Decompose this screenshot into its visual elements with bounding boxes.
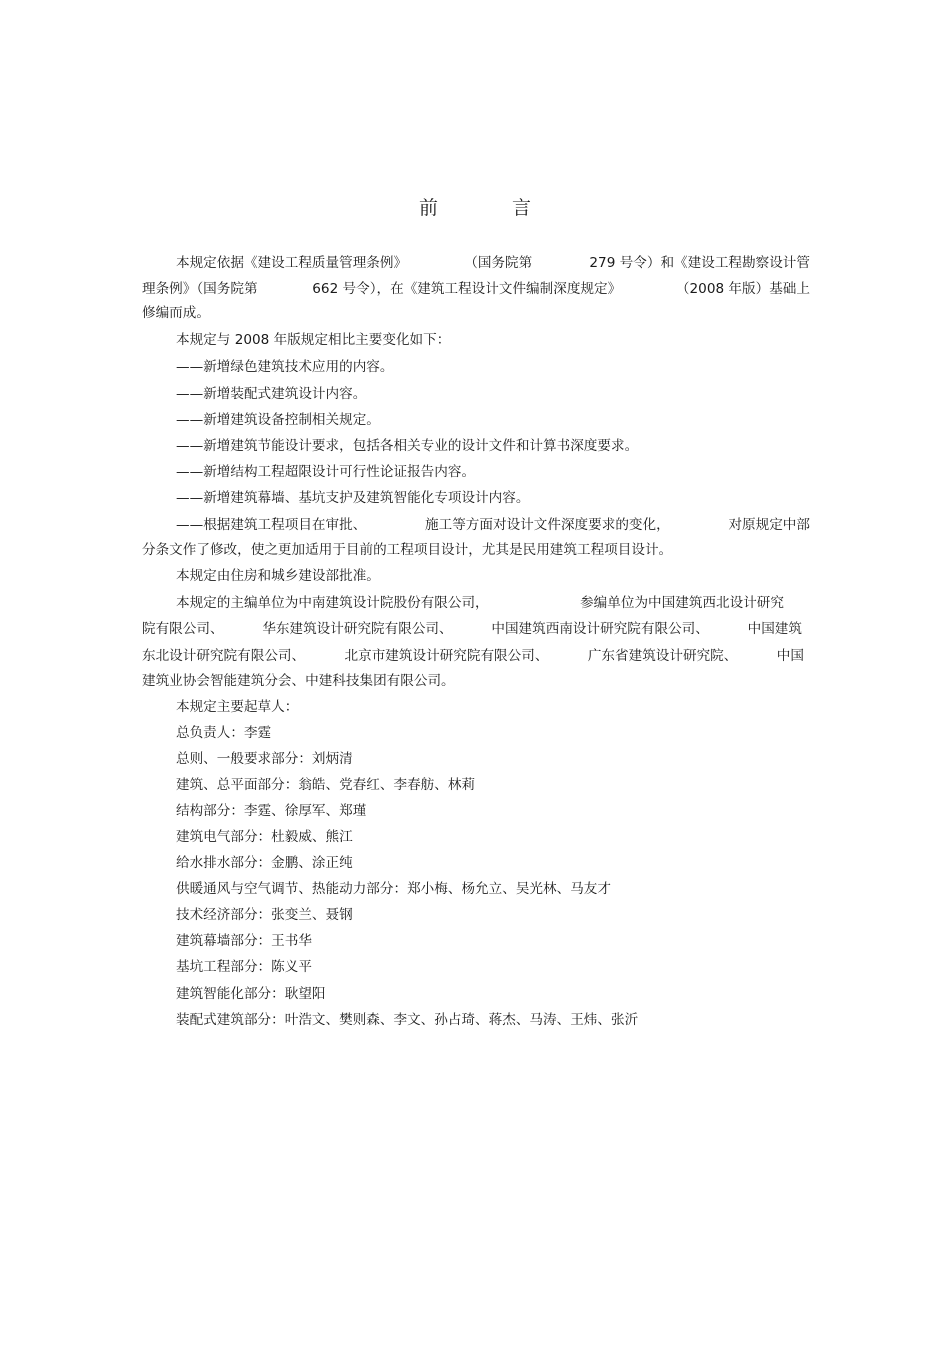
drafters-intro: 本规定主要起草人： <box>176 699 299 715</box>
drafter-entry: 建筑智能化部分：耿望阳 <box>176 986 326 1002</box>
drafter-entry: 建筑电气部分：杜毅威、熊江 <box>176 829 353 845</box>
change-item: ——新增建筑设备控制相关规定。 <box>176 412 380 428</box>
drafter-entry: 供暖通风与空气调节、热能动力部分：郑小梅、杨允立、吴光林、马友才 <box>176 881 611 897</box>
text-segment: 中国 <box>776 648 804 664</box>
text-segment: （国务院第 <box>464 255 533 271</box>
change-item: ——新增建筑幕墙、基坑支护及建筑智能化专项设计内容。 <box>176 490 530 506</box>
approval-statement: 本规定由住房和城乡建设部批准。 <box>176 568 380 584</box>
text-segment: 662 号令），在《建筑工程设计文件编制深度规定》 <box>312 281 622 297</box>
text-segment: 本规定依据《建设工程质量管理条例》 <box>176 255 408 271</box>
paragraph-basis-line-3: 修编而成。 <box>142 305 210 321</box>
text-segment: 院有限公司、 <box>142 621 224 637</box>
drafter-entry: 基坑工程部分：陈义平 <box>176 959 312 975</box>
text-segment: 北京市建筑设计研究院有限公司、 <box>344 648 549 664</box>
changes-intro: 本规定与 2008 年版规定相比主要变化如下： <box>176 332 451 348</box>
text-segment: 中国建筑 <box>747 621 802 637</box>
text-segment: 施工等方面对设计文件深度要求的变化， <box>425 517 670 533</box>
text-segment: 中国建筑西南设计研究院有限公司、 <box>491 621 709 637</box>
change-item: ——新增装配式建筑设计内容。 <box>176 386 367 402</box>
page-title: 前 言 <box>418 197 566 219</box>
change-item: ——新增绿色建筑技术应用的内容。 <box>176 359 394 375</box>
change-item: ——新增结构工程超限设计可行性论证报告内容。 <box>176 464 476 480</box>
drafter-entry: 总则、一般要求部分：刘炳清 <box>176 751 353 767</box>
change-item-last-line-1 <box>176 515 810 535</box>
editors-line-4: 建筑业协会智能建筑分会、中建科技集团有限公司。 <box>142 673 455 689</box>
text-segment: ——根据建筑工程项目在审批、 <box>176 517 367 533</box>
text-segment: 理条例》（国务院第 <box>142 281 258 297</box>
text-segment: 279 号令）和《建设工程勘察设计管 <box>589 255 810 271</box>
drafter-entry: 装配式建筑部分：叶浩文、樊则森、李文、孙占琦、蒋杰、马涛、王炜、张沂 <box>176 1012 639 1028</box>
text-segment: 华东建筑设计研究院有限公司、 <box>262 621 453 637</box>
drafter-entry: 建筑、总平面部分：翁皓、党春红、李春舫、林莉 <box>176 777 476 793</box>
text-segment: 东北设计研究院有限公司、 <box>142 648 306 664</box>
text-segment: 本规定的主编单位为中南建筑设计院股份有限公司， <box>176 595 489 611</box>
text-segment: 对原规定中部 <box>728 517 810 533</box>
text-segment: 广东省建筑设计研究院、 <box>587 648 738 664</box>
text-segment: （2008 年版）基础上 <box>675 281 810 297</box>
text-segment: 参编单位为中国建筑西北设计研究 <box>580 595 784 611</box>
drafter-entry: 建筑幕墙部分：王书华 <box>176 933 312 949</box>
drafter-entry: 总负责人：李霆 <box>176 725 272 741</box>
drafter-entry: 给水排水部分：金鹏、涂正纯 <box>176 855 353 871</box>
change-item-last-line-2: 分条文作了修改，使之更加适用于目前的工程项目设计，尤其是民用建筑工程项目设计。 <box>142 542 673 558</box>
editors-line-3 <box>142 646 804 666</box>
drafter-entry: 技术经济部分：张变兰、聂钢 <box>176 907 353 923</box>
paragraph-basis-line-2 <box>142 279 810 299</box>
drafter-entry: 结构部分：李霆、徐厚军、郑瑾 <box>176 803 367 819</box>
paragraph-basis-line-1 <box>176 253 810 273</box>
editors-line-1 <box>176 593 784 613</box>
change-item: ——新增建筑节能设计要求，包括各相关专业的设计文件和计算书深度要求。 <box>176 438 639 454</box>
editors-line-2 <box>142 619 802 639</box>
